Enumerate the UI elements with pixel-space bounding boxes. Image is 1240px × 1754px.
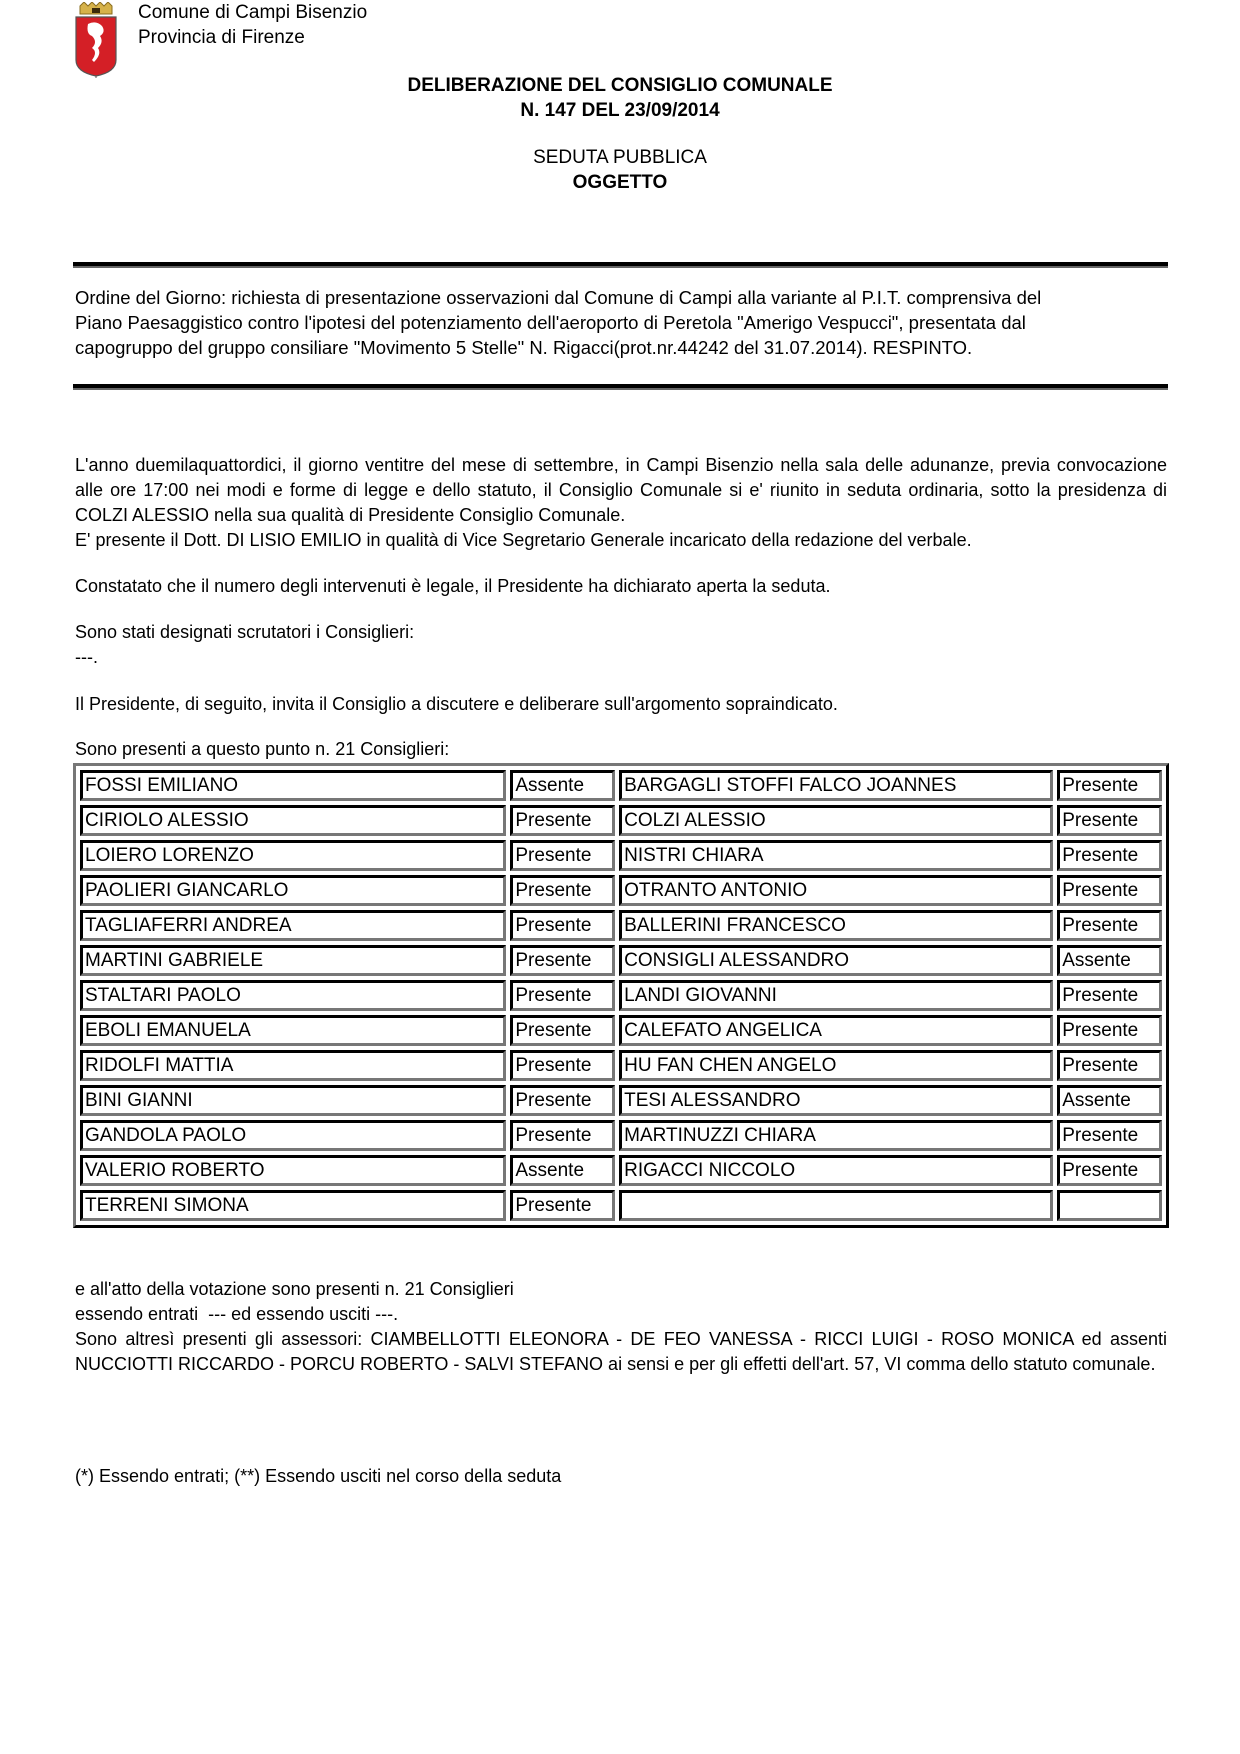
document-title: DELIBERAZIONE DEL CONSIGLIO COMUNALE: [407, 75, 833, 96]
attendance-row: [80, 980, 1162, 1011]
divider-bottom: [73, 384, 1168, 390]
councillor-name: CONSIGLI ALESSANDRO: [619, 945, 1053, 976]
councillor-name: EBOLI EMANUELA: [80, 1015, 506, 1046]
coat-of-arms-icon: [74, 2, 118, 78]
attendance-status: Presente: [1057, 1155, 1162, 1186]
councillor-name: BALLERINI FRANCESCO: [619, 910, 1053, 941]
present-count: Sono presenti a questo punto n. 21 Consiglieri:: [75, 739, 450, 759]
attendance-row: [80, 1050, 1162, 1081]
attendance-row: [80, 770, 1162, 801]
attendance-status: Presente: [1057, 840, 1162, 871]
councillor-name: FOSSI EMILIANO: [80, 770, 506, 801]
councillor-name: GANDOLA PAOLO: [80, 1120, 506, 1151]
vote-entered-exited: essendo entrati --- ed essendo usciti ---.: [75, 1304, 399, 1324]
attendance-row: [80, 840, 1162, 871]
subject-line-2: Piano Paesaggistico contro l'ipotesi del potenziamento dell'aeroporto di Peretola "Amerigo Vespucci", presentata dal: [75, 312, 1026, 333]
attendance-status: Presente: [1057, 805, 1162, 836]
attendance-status: Presente: [510, 1050, 615, 1081]
councillor-name: BINI GIANNI: [80, 1085, 506, 1116]
councillor-name: OTRANTO ANTONIO: [619, 875, 1053, 906]
footnote: (*) Essendo entrati; (**) Essendo usciti nel corso della seduta: [75, 1466, 562, 1486]
president-invitation: Il Presidente, di seguito, invita il Consiglio a discutere e deliberare sull'argomento sopraindicato.: [75, 694, 838, 714]
councillor-name: MARTINI GABRIELE: [80, 945, 506, 976]
attendance-status: Assente: [1057, 1085, 1162, 1116]
attendance-status: Presente: [510, 1120, 615, 1151]
subject-line-3: capogruppo del gruppo consiliare "Movimento 5 Stelle" N. Rigacci(prot.nr.44242 del 31.07.2014). RESPINTO.: [75, 337, 973, 358]
attendance-row: [80, 1015, 1162, 1046]
attendance-status: Presente: [510, 875, 615, 906]
quorum-statement: Constatato che il numero degli intervenuti è legale, il Presidente ha dichiarato aperta la seduta.: [75, 576, 831, 596]
attendance-status: Presente: [1057, 980, 1162, 1011]
councillor-name: HU FAN CHEN ANGELO: [619, 1050, 1053, 1081]
attendance-status: Assente: [510, 770, 615, 801]
letterhead: [138, 0, 367, 50]
attendance-row: [80, 1155, 1162, 1186]
attendance-row: [80, 1085, 1162, 1116]
opening-paragraph: L'anno duemilaquattordici, il giorno ventitre del mese di settembre, in Campi Bisenzio nella sala delle adunanze, previa convocazione alle ore 17:00 nei modi e forme di legge e dello statuto, il Consiglio Comunale si e' riunito in seduta ordinaria, sotto la presidenza di COLZI ALESSIO nella sua qualità di Presidente Consiglio Comunale.: [75, 455, 1167, 525]
attendance-status: Presente: [510, 980, 615, 1011]
councillor-name: STALTARI PAOLO: [80, 980, 506, 1011]
councillor-name: CIRIOLO ALESSIO: [80, 805, 506, 836]
scrutineers-value: ---.: [75, 647, 98, 667]
councillor-name: TESI ALESSANDRO: [619, 1085, 1053, 1116]
attendance-status: Presente: [1057, 875, 1162, 906]
attendance-status: Presente: [510, 1085, 615, 1116]
attendance-status: Presente: [510, 910, 615, 941]
attendance-status: Presente: [1057, 910, 1162, 941]
scrutineers-label: Sono stati designati scrutatori i Consiglieri:: [75, 622, 415, 642]
attendance-status: Assente: [510, 1155, 615, 1186]
document-number-date: N. 147 DEL 23/09/2014: [520, 100, 720, 121]
councillor-name: COLZI ALESSIO: [619, 805, 1053, 836]
subject-line-1: Ordine del Giorno: richiesta di presentazione osservazioni dal Comune di Campi alla variante al P.I.T. comprensiva del: [75, 287, 1042, 308]
attendance-status: [1057, 1190, 1162, 1221]
attendance-row: [80, 805, 1162, 836]
councillor-name: PAOLIERI GIANCARLO: [80, 875, 506, 906]
attendance-status: Presente: [510, 1015, 615, 1046]
subject-text: [75, 285, 1167, 360]
councillor-name: BARGAGLI STOFFI FALCO JOANNES: [619, 770, 1053, 801]
attendance-status: Presente: [1057, 1120, 1162, 1151]
vote-present-count: e all'atto della votazione sono presenti n. 21 Consiglieri: [75, 1279, 514, 1299]
attendance-table: [73, 763, 1169, 1228]
councillor-name: MARTINUZZI CHIARA: [619, 1120, 1053, 1151]
assessors-statement: Sono altresì presenti gli assessori: CIAMBELLOTTI ELEONORA - DE FEO VANESSA - RICCI LUIGI - ROSO MONICA ed assenti NUCCIOTTI RICCARDO - PORCU ROBERTO - SALVI STEFANO ai sensi e per gli effetti dell'art. 57, VI comma dello statuto comunale.: [75, 1329, 1167, 1374]
councillor-name: CALEFATO ANGELICA: [619, 1015, 1053, 1046]
attendance-row: [80, 1120, 1162, 1151]
councillor-name: TERRENI SIMONA: [80, 1190, 506, 1221]
divider-top: [73, 262, 1168, 268]
attendance-row: [80, 875, 1162, 906]
attendance-status: Presente: [1057, 770, 1162, 801]
attendance-row: [80, 945, 1162, 976]
attendance-status: Presente: [510, 840, 615, 871]
attendance-status: Presente: [1057, 1015, 1162, 1046]
session-type: SEDUTA PUBBLICA: [533, 147, 707, 168]
province-name: Provincia di Firenze: [138, 27, 305, 48]
councillor-name: RIGACCI NICCOLO: [619, 1155, 1053, 1186]
municipality-name: Comune di Campi Bisenzio: [138, 2, 368, 23]
councillor-name: LOIERO LORENZO: [80, 840, 506, 871]
attendance-row: [80, 1190, 1162, 1221]
councillor-name: LANDI GIOVANNI: [619, 980, 1053, 1011]
councillor-name: VALERIO ROBERTO: [80, 1155, 506, 1186]
secretary-statement: E' presente il Dott. DI LISIO EMILIO in qualità di Vice Segretario Generale incaricato della redazione del verbale.: [75, 530, 972, 550]
councillor-name: NISTRI CHIARA: [619, 840, 1053, 871]
councillor-name: [619, 1190, 1053, 1221]
attendance-status: Assente: [1057, 945, 1162, 976]
attendance-row: [80, 910, 1162, 941]
councillor-name: TAGLIAFERRI ANDREA: [80, 910, 506, 941]
attendance-status: Presente: [510, 805, 615, 836]
councillor-name: RIDOLFI MATTIA: [80, 1050, 506, 1081]
attendance-status: Presente: [510, 945, 615, 976]
attendance-status: Presente: [510, 1190, 615, 1221]
attendance-status: Presente: [1057, 1050, 1162, 1081]
subject-label: OGGETTO: [572, 172, 668, 193]
